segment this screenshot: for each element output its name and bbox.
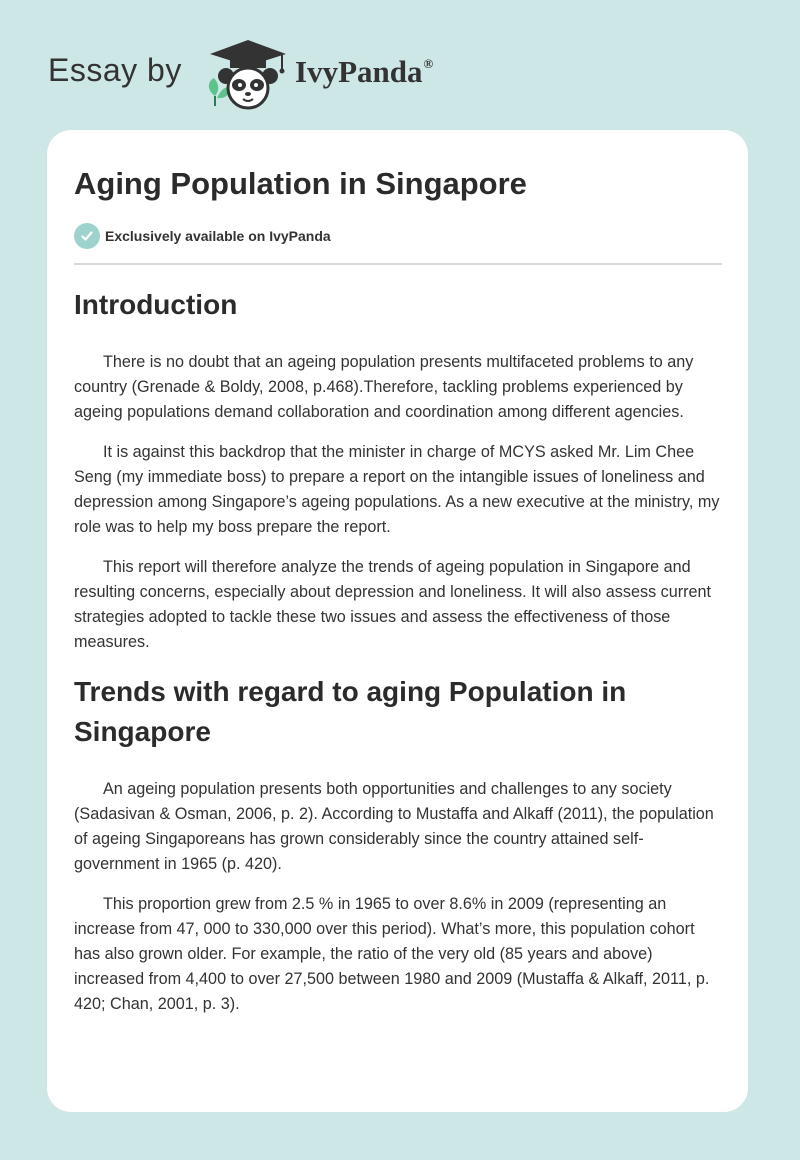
panda-logo-icon (202, 38, 294, 110)
article-title: Aging Population in Singapore (74, 166, 527, 201)
section-heading-trends: Trends with regard to aging Population in Singapore (74, 676, 627, 747)
article-card (47, 130, 748, 1112)
article-content (74, 164, 722, 1017)
paragraph: There is no doubt that an ageing population presents multifaceted problems to any country (Grenade & Boldy, 2008, p.468).Therefore, tackling problems experienced by ageing populations demand collaboration and coordination among different agencies. (74, 353, 694, 421)
title-divider (74, 263, 722, 265)
registered-mark: ® (423, 56, 434, 71)
brand-prefix: Essay by (48, 52, 182, 88)
paragraph: It is against this backdrop that the minister in charge of MCYS asked Mr. Lim Chee Seng (my immediate boss) to prepare a report on the intangible issues of loneliness and depression among Singapore’s ageing populations. As a new executive at the ministry, my role was to help my boss prepare the report. (74, 443, 720, 536)
paragraph: This report will therefore analyze the trends of ageing population in Singapore and resulting concerns, especially about depression and loneliness. It will also assess current strategies adopted to tackle these two issues and assess the effectiveness of those measures. (74, 558, 712, 651)
paragraph: This proportion grew from 2.5 % in 1965 to over 8.6% in 2009 (representing an increase from 47, 000 to 330,000 over this period). What’s more, this population cohort has also grown older. For example, the ratio of the very old (85 years and above) increased from 4,400 to over 27,500 between 1980 and 2009 (Mustaffa & Alkaff, 2011, p. 420; Chan, 2001, p. 3). (74, 895, 710, 1013)
section-heading-introduction: Introduction (74, 289, 238, 320)
exclusive-label: Exclusively available on IvyPanda (105, 228, 331, 244)
brand-header (48, 38, 468, 108)
exclusive-badge (74, 222, 722, 250)
brand-name-text: IvyPanda (295, 54, 423, 89)
check-circle-icon (74, 223, 100, 249)
paragraph: An ageing population presents both opportunities and challenges to any society (Sadasivan & Osman, 2006, p. 2). According to Mustaffa and Alkaff (2011), the population of ageing Singaporeans has grown considerably since the country attained self-government in 1965 (p. 420). (74, 780, 714, 873)
brand-name (295, 54, 433, 90)
